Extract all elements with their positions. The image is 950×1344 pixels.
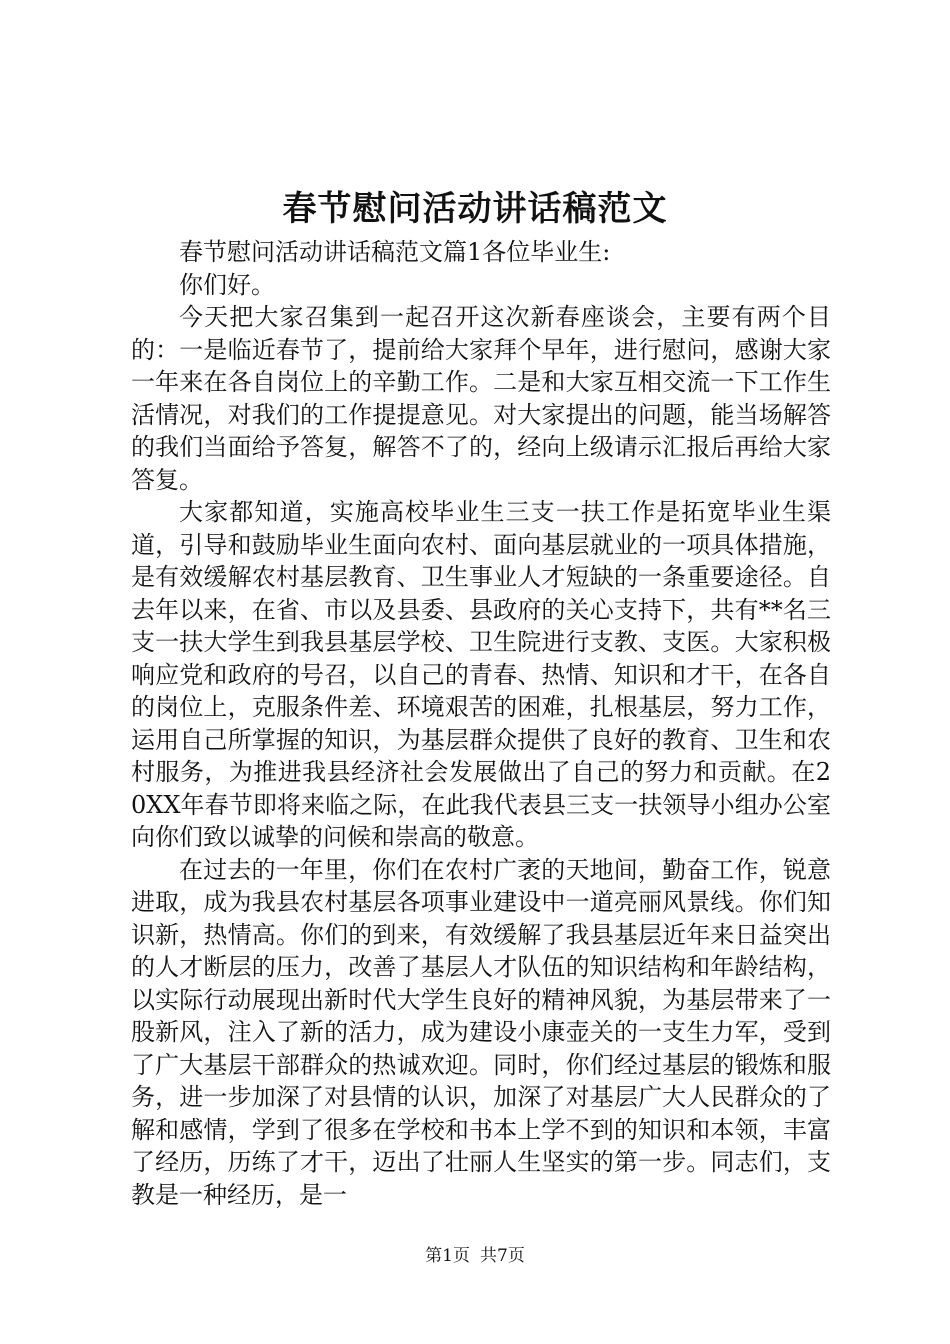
page-number: 第1页: [425, 1246, 470, 1266]
document-title: 春节慰问活动讲话稿范文: [282, 189, 668, 229]
paragraph-achievements: 在过去的一年里，你们在农村广袤的天地间，勤奋工作，锐意进取，成为我县农村基层各项事业建设中一道亮丽风景线。你们知识新，热情高。你们的到来，有效缓解了我县基层近年来日益突出的人才断层的压力，改善了基层人才队伍的知识结构和年龄结构，以实际行动展现出新时代大学生良好的精神风貌，为基层带来了一股新风，注入了新的活力，成为建设小康壶关的一支生力军，受到了广大基层干部群众的热诚欢迎。同时，你们经过基层的锻炼和服务，进一步加深了对县情的认识，加深了对基层广大人民群众的了解和感情，学到了很多在学校和书本上学不到的知识和本领，丰富了经历，历练了才干，迈出了壮丽人生坚实的第一步。同志们，支教是一种经历，是一: [131, 855, 831, 1209]
page-total: 共7页: [480, 1246, 525, 1266]
paragraph-background: 大家都知道，实施高校毕业生三支一扶工作是拓宽毕业生渠道，引导和鼓励毕业生面向农村、面向基层就业的一项具体措施，是有效缓解农村基层教育、卫生事业人才短缺的一条重要途径。自去年以来，在省、市以及县委、县政府的关心支持下，共有**名三支一扶大学生到我县基层学校、卫生院进行支教、支医。大家积极响应党和政府的号召，以自己的青春、热情、知识和才干，在各自的岗位上，克服条件差、环境艰苦的困难，扎根基层，努力工作，运用自己所掌握的知识，为基层群众提供了良好的教育、卫生和农村服务，为推进我县经济社会发展做出了自己的努力和贡献。在20XX年春节即将来临之际，在此我代表县三支一扶领导小组办公室向你们致以诚挚的问候和崇高的敬意。: [131, 498, 831, 851]
paragraph-greeting: 你们好。: [179, 270, 275, 299]
page-footer: [0, 1244, 950, 1268]
document-body: [131, 236, 831, 1211]
paragraph-purpose: 今天把大家召集到一起召开这次新春座谈会，主要有两个目的：一是临近春节了，提前给大家拜个早年，进行慰问，感谢大家一年来在各自岗位上的辛勤工作。二是和大家互相交流一下工作生活情况，对我们的工作提提意见。对大家提出的问题，能当场解答的我们当面给予答复，解答不了的，经向上级请示汇报后再给大家答复。: [131, 303, 831, 494]
paragraph-salutation-heading: 春节慰问活动讲话稿范文篇1各位毕业生:: [179, 238, 611, 266]
